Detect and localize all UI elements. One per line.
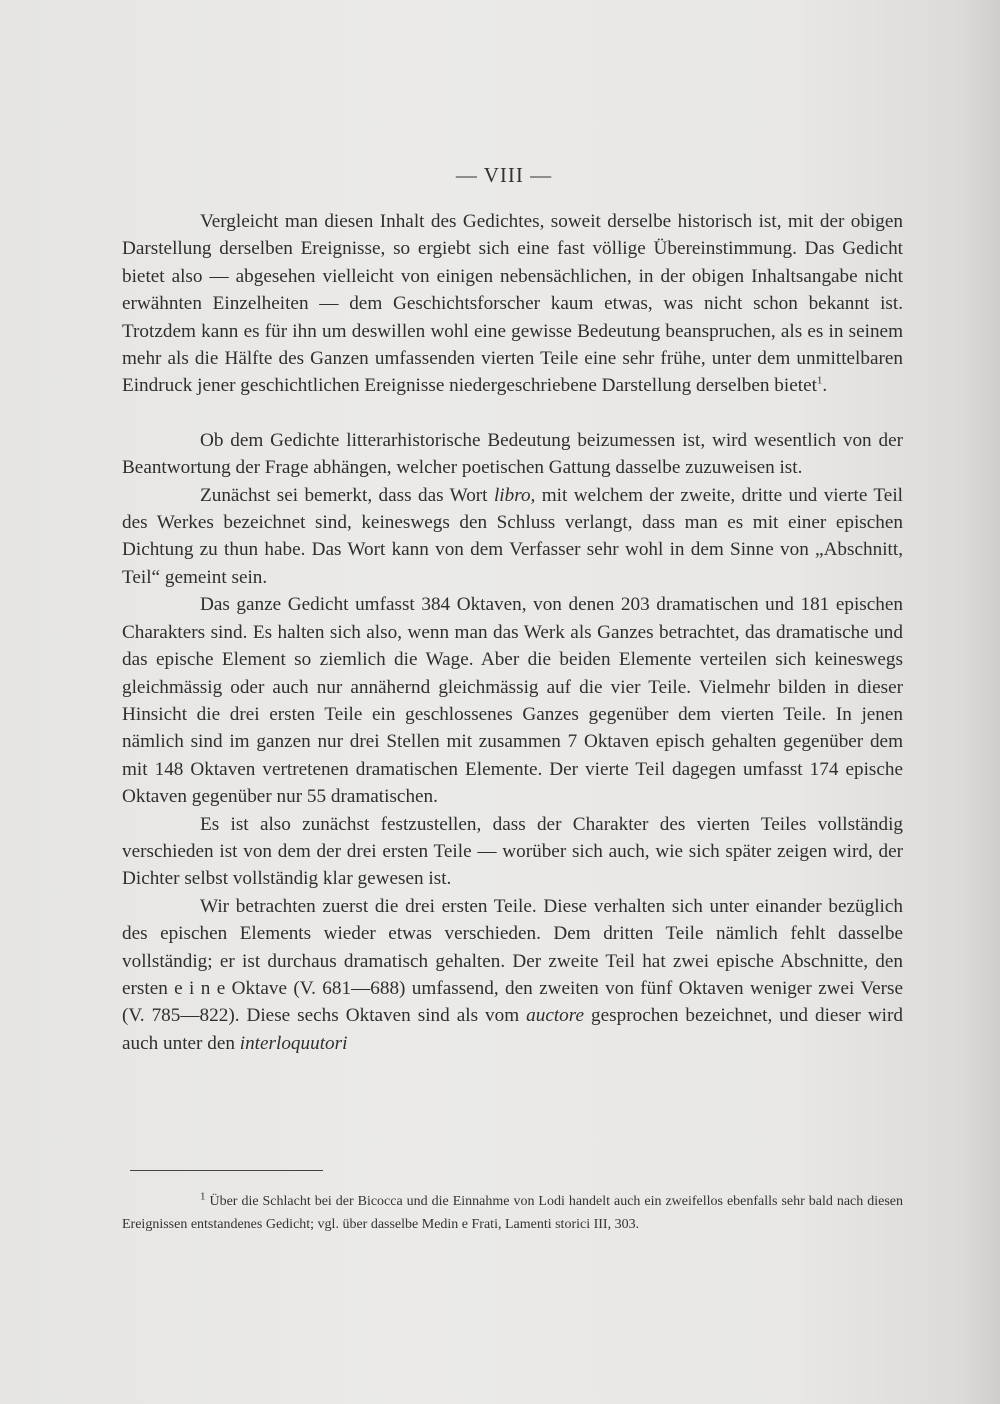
footnote-reference: 1 (816, 375, 823, 388)
paragraph-5: Es ist also zunächst festzustellen, dass der Charakter des vierten Teiles vollständig verschieden ist von dem der drei ersten Teile — worüber sich auch, wie sich später zeigen wird, der Dichter selbst vollständig klar gewesen ist. (122, 813, 903, 890)
footnote-marker: 1 (200, 1190, 206, 1203)
paragraph-4: Das ganze Gedicht umfasst 384 Oktaven, von denen 203 dramatischen und 181 epischen Charakters sind. Es halten sich also, wenn man das Werk als Ganzes betrachtet, das dramatische und das epische Element so ziemlich die Wage. Aber die beiden Elemente verteilen sich keineswegs gleichmässig oder auch nur annähernd gleichmässig auf die vier Teile. Vielmehr bilden in dieser Hinsicht die drei ersten Teile ein geschlossenes Ganzes gegenüber dem vierten Teile. In jenen nämlich sind im ganzen nur drei Stellen mit zusammen 7 Oktaven episch gehalten gegenüber dem mit 148 Oktaven vertretenen dramatischen Elemente. Der vierte Teil dagegen umfasst 174 epische Oktaven gegenüber nur 55 dramatischen. (122, 594, 903, 808)
paragraph-1 (122, 208, 903, 400)
italic-term-auctore: auctore (526, 1005, 585, 1027)
italic-term-interloquutori: interloquutori (239, 1032, 348, 1054)
main-text (122, 208, 903, 1057)
footnote-text: Über die Schlacht bei der Bicocca und die Einnahme von Lodi handelt auch ein zweifellos ebenfalls sehr bald nach diesen Ereignissen entstandenes Gedicht; vgl. über dasselbe Medin e Frati, Lamenti storici III, 303. (122, 1194, 904, 1232)
paragraph-3-text-a: Zunächst sei bemerkt, dass das Wort (200, 484, 494, 506)
paragraph-6-text-b: gesprochen bezeichnet, und dieser wird auch unter den (122, 1005, 903, 1054)
paragraph-2: Ob dem Gedichte litterarhistorische Bedeutung beizumessen ist, wird wesentlich von der Beantwortung der Frage abhängen, welcher poetischen Gattung dasselbe zuzuweisen ist. (122, 429, 903, 479)
page-number: — VIII — (455, 163, 553, 187)
paragraph-3 (122, 482, 903, 592)
footnote (122, 1190, 903, 1236)
paragraph-6 (122, 893, 903, 1057)
paragraph-6-text-a: Wir betrachten zuerst die drei ersten Teile. Diese verhalten sich unter einander bezüglich des epischen Elements wieder etwas verschieden. Dem dritten Teile nämlich fehlt dasselbe vollständig; er ist durchaus dramatisch gehalten. Der zweite Teil hat zwei epische Abschnitte, den ersten e i n e Oktave (V. 681—688) umfassend, den zweiten von fünf Oktaven weniger zwei Verse (V. 785—822). Diese sechs Oktaven sind als vom (122, 895, 903, 1027)
paragraph-3-text-b: mit welchem der zweite, dritte und vierte Teil des Werkes bezeichnet sind, keineswegs den Schluss verlangt, dass man es mit einer epischen Dichtung zu thun habe. Das Wort kann von dem Verfasser sehr wohl in dem Sinne von „Abschnitt, Teil“ gemeint sein. (122, 484, 903, 588)
italic-term-libro: libro, (493, 484, 536, 506)
paragraph-1-end: . (822, 375, 828, 397)
footnote-divider (130, 1170, 323, 1171)
paragraph-1-text: Vergleicht man diesen Inhalt des Gedichtes, soweit derselbe historisch ist, mit der obigen Darstellung derselben Ereignisse, so ergiebt sich eine fast völlige Übereinstimmung. Das Gedicht bietet also — abgesehen vielleicht von einigen nebensächlichen, in der obigen Inhaltsangabe nicht erwähnten Einzelheiten — dem Geschichtsforscher kaum etwas, was nicht schon bekannt ist. Trotzdem kann es für ihn um deswillen wohl eine gewisse Bedeutung beanspruchen, als es in seinem mehr als die Hälfte des Ganzen umfassenden vierten Teile eine sehr frühe, unter dem unmittelbaren Eindruck jener geschichtlichen Ereignisse niedergeschriebene Darstellung derselben bietet (122, 211, 903, 397)
paragraph-gap (122, 400, 903, 427)
